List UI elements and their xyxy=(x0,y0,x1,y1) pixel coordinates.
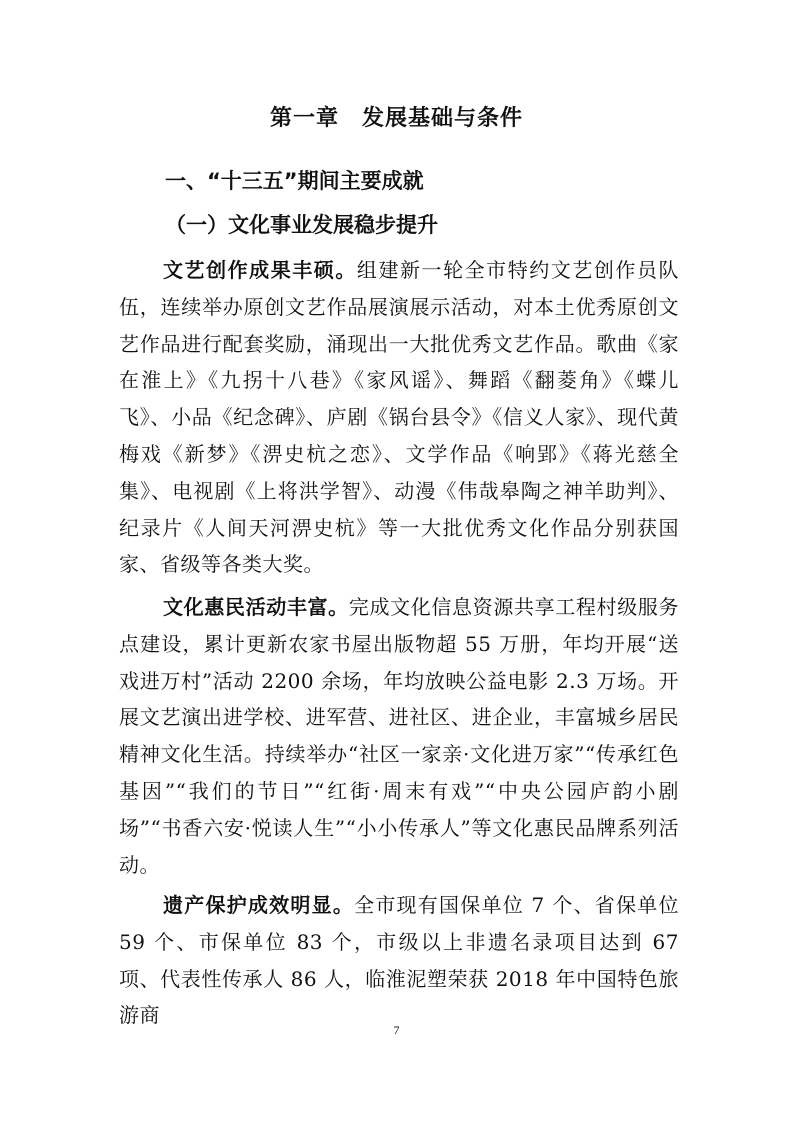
page-number: 7 xyxy=(393,1023,400,1037)
paragraph-text: 组建新一轮全市特约文艺创作员队伍，连续举办原创文艺作品展演展示活动，对本土优秀原创文艺作品进行配套奖励，涌现出一大批优秀文艺作品。歌曲《家在淮上》《九拐十八巷》《家风谣》、舞蹈《翻菱角》《蝶儿飞》、小品《纪念碑》、庐剧《锅台县令》《信义人家》、现代黄梅戏《新梦》《淠史杭之恋》、文学作品《响郢》《蒋光慈全集》、电视剧《上将洪学智》、动漫《伟哉皋陶之神羊助判》、纪录片《人间天河淠史杭》等一大批优秀文化作品分别获国家、省级等各类大奖。 xyxy=(119,258,680,577)
paragraph-literary-creation xyxy=(119,252,679,583)
section-heading: 一、“十三五”期间主要成就 xyxy=(165,169,424,193)
paragraph-lead: 遗产保护成效明显。 xyxy=(163,893,355,917)
chapter-title: 第一章 发展基础与条件 xyxy=(269,106,523,131)
paragraph-cultural-benefit xyxy=(119,589,679,883)
paragraph-heritage-protection xyxy=(119,887,679,1034)
paragraph-text: 完成文化信息资源共享工程村级服务点建设，累计更新农家书屋出版物超 55 万册，年均开展“送戏进万村”活动 2200 余场，年均放映公益电影 2.3 万场。开展文艺演出进学校、进军营、进社区、进企业，丰富城乡居民精神文化生活。持续举办“社区一家亲·文化进万家”“传承红色基因”“我们的节日”“红街·周末有戏”“中央公园庐韵小剧场”“书香六安·悦读人生”“小小传承人”等文化惠民品牌系列活动。 xyxy=(119,595,679,877)
paragraph-lead: 文艺创作成果丰硕。 xyxy=(163,258,357,282)
paragraph-lead: 文化惠民活动丰富。 xyxy=(163,595,349,619)
paragraph-text: 全市现有国保单位 7 个、省保单位 59 个、市保单位 83 个，市级以上非遗名录项目达到 67 项、代表性传承人 86 人，临淮泥塑荣获 2018 年中国特色旅游商 xyxy=(119,893,679,1028)
subsection-heading: （一）文化事业发展稳步提升 xyxy=(165,213,438,237)
